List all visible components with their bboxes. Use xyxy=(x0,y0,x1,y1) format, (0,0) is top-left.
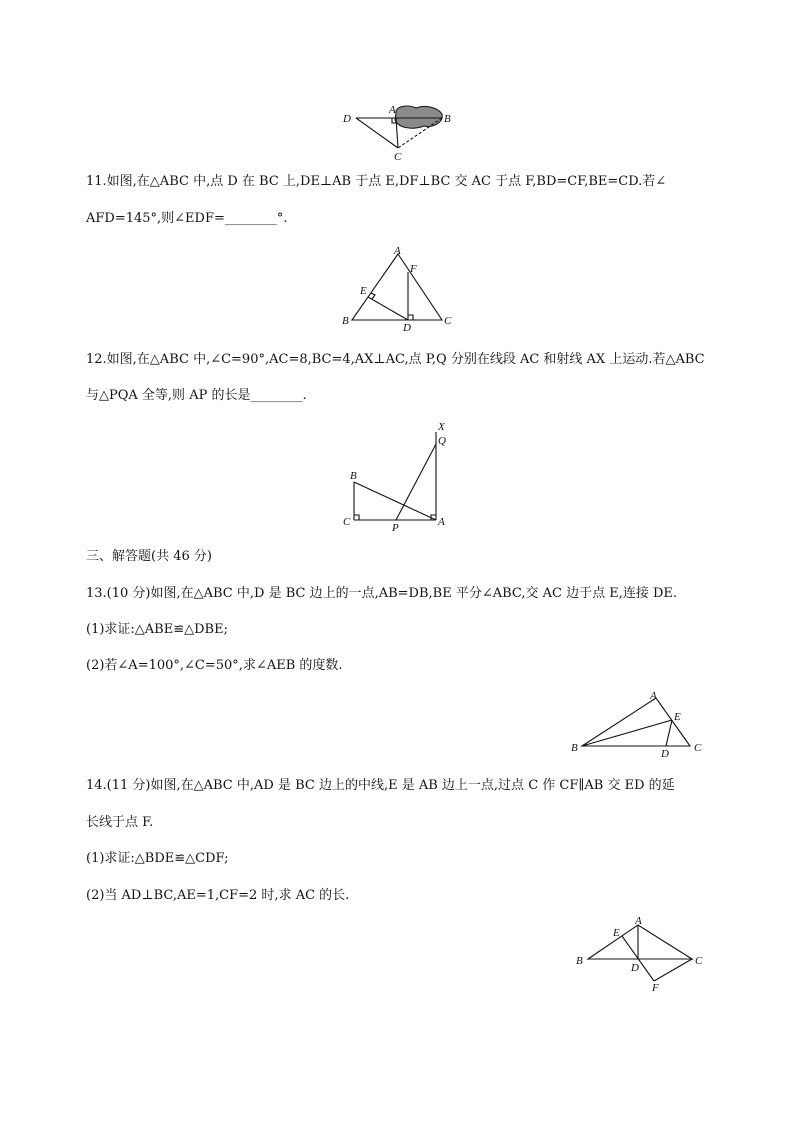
q11-figure xyxy=(338,244,458,334)
label-P: P xyxy=(392,522,399,534)
label-C: C xyxy=(343,516,351,528)
label-E: E xyxy=(674,711,681,723)
q12-text-line1: 12.如图,在△ABC 中,∠C=90°,AC=8,BC=4,AX⊥AC,点 P,Q 分别在线段 AC 和射线 AX 上运动.若△ABC xyxy=(86,352,705,367)
q13-figure xyxy=(566,688,706,758)
q14-figure xyxy=(572,915,712,995)
right-angle-E xyxy=(371,293,375,299)
label-D: D xyxy=(631,962,639,974)
label-B: B xyxy=(342,315,349,327)
right-angle-D xyxy=(408,315,413,320)
label-B: B xyxy=(350,470,357,482)
q14-text-line4: (2)当 AD⊥BC,AE=1,CF=2 时,求 AC 的长. xyxy=(86,888,350,903)
label-X: X xyxy=(438,421,445,433)
label-C: C xyxy=(394,151,402,163)
top-figure xyxy=(338,100,458,164)
q11-text-line1: 11.如图,在△ABC 中,点 D 在 BC 上,DE⊥AB 于点 E,DF⊥BC 交 AC 于点 F,BD=CF,BE=CD.若∠ xyxy=(86,174,667,189)
label-C: C xyxy=(444,315,452,327)
label-D: D xyxy=(403,322,411,334)
label-F: F xyxy=(652,982,659,994)
label-C: C xyxy=(694,742,702,754)
label-A: A xyxy=(438,516,445,528)
label-E: E xyxy=(360,285,367,297)
label-D: D xyxy=(661,748,669,758)
triangle-ABC xyxy=(588,925,692,959)
label-A: A xyxy=(389,104,396,116)
section-3-title: 三、解答题(共 46 分) xyxy=(86,549,212,564)
q11-text-line2: AFD=145°,则∠EDF=________°. xyxy=(86,211,288,226)
label-D: D xyxy=(343,113,351,125)
label-A: A xyxy=(635,915,642,927)
blob-obstacle xyxy=(395,106,442,128)
segment-BA xyxy=(354,482,436,520)
q13-text-line1: 13.(10 分)如图,在△ABC 中,D 是 BC 边上的一点,AB=DB,BE 平分∠ABC,交 AC 边于点 E,连接 DE. xyxy=(86,586,678,601)
label-B: B xyxy=(571,742,578,754)
segment-CF xyxy=(654,959,692,981)
q14-text-line1: 14.(11 分)如图,在△ABC 中,AD 是 BC 边上的中线,E 是 AB 边上一点,过点 C 作 CF∥AB 交 ED 的延 xyxy=(86,778,675,793)
q12-text-line2: 与△PQA 全等,则 AP 的长是________. xyxy=(86,388,307,403)
label-C: C xyxy=(695,955,703,967)
q13-text-line3: (2)若∠A=100°,∠C=50°,求∠AEB 的度数. xyxy=(86,658,343,673)
q14-text-line2: 长线于点 F. xyxy=(86,815,154,830)
segment-PQ xyxy=(396,444,436,520)
q13-text-line2: (1)求证:△ABE≌△DBE; xyxy=(86,622,228,637)
segment-DE xyxy=(368,297,408,320)
label-A: A xyxy=(394,245,401,257)
segment-DE xyxy=(666,720,672,746)
label-B: B xyxy=(444,113,451,125)
label-A: A xyxy=(650,690,657,702)
segment-BE xyxy=(582,720,672,746)
q14-text-line3: (1)求证:△BDE≌△CDF; xyxy=(86,851,229,866)
label-Q: Q xyxy=(438,435,446,447)
right-angle-C xyxy=(354,515,359,520)
label-B: B xyxy=(576,955,583,967)
q12-figure xyxy=(338,418,458,534)
label-F: F xyxy=(410,263,417,275)
label-E: E xyxy=(613,927,620,939)
